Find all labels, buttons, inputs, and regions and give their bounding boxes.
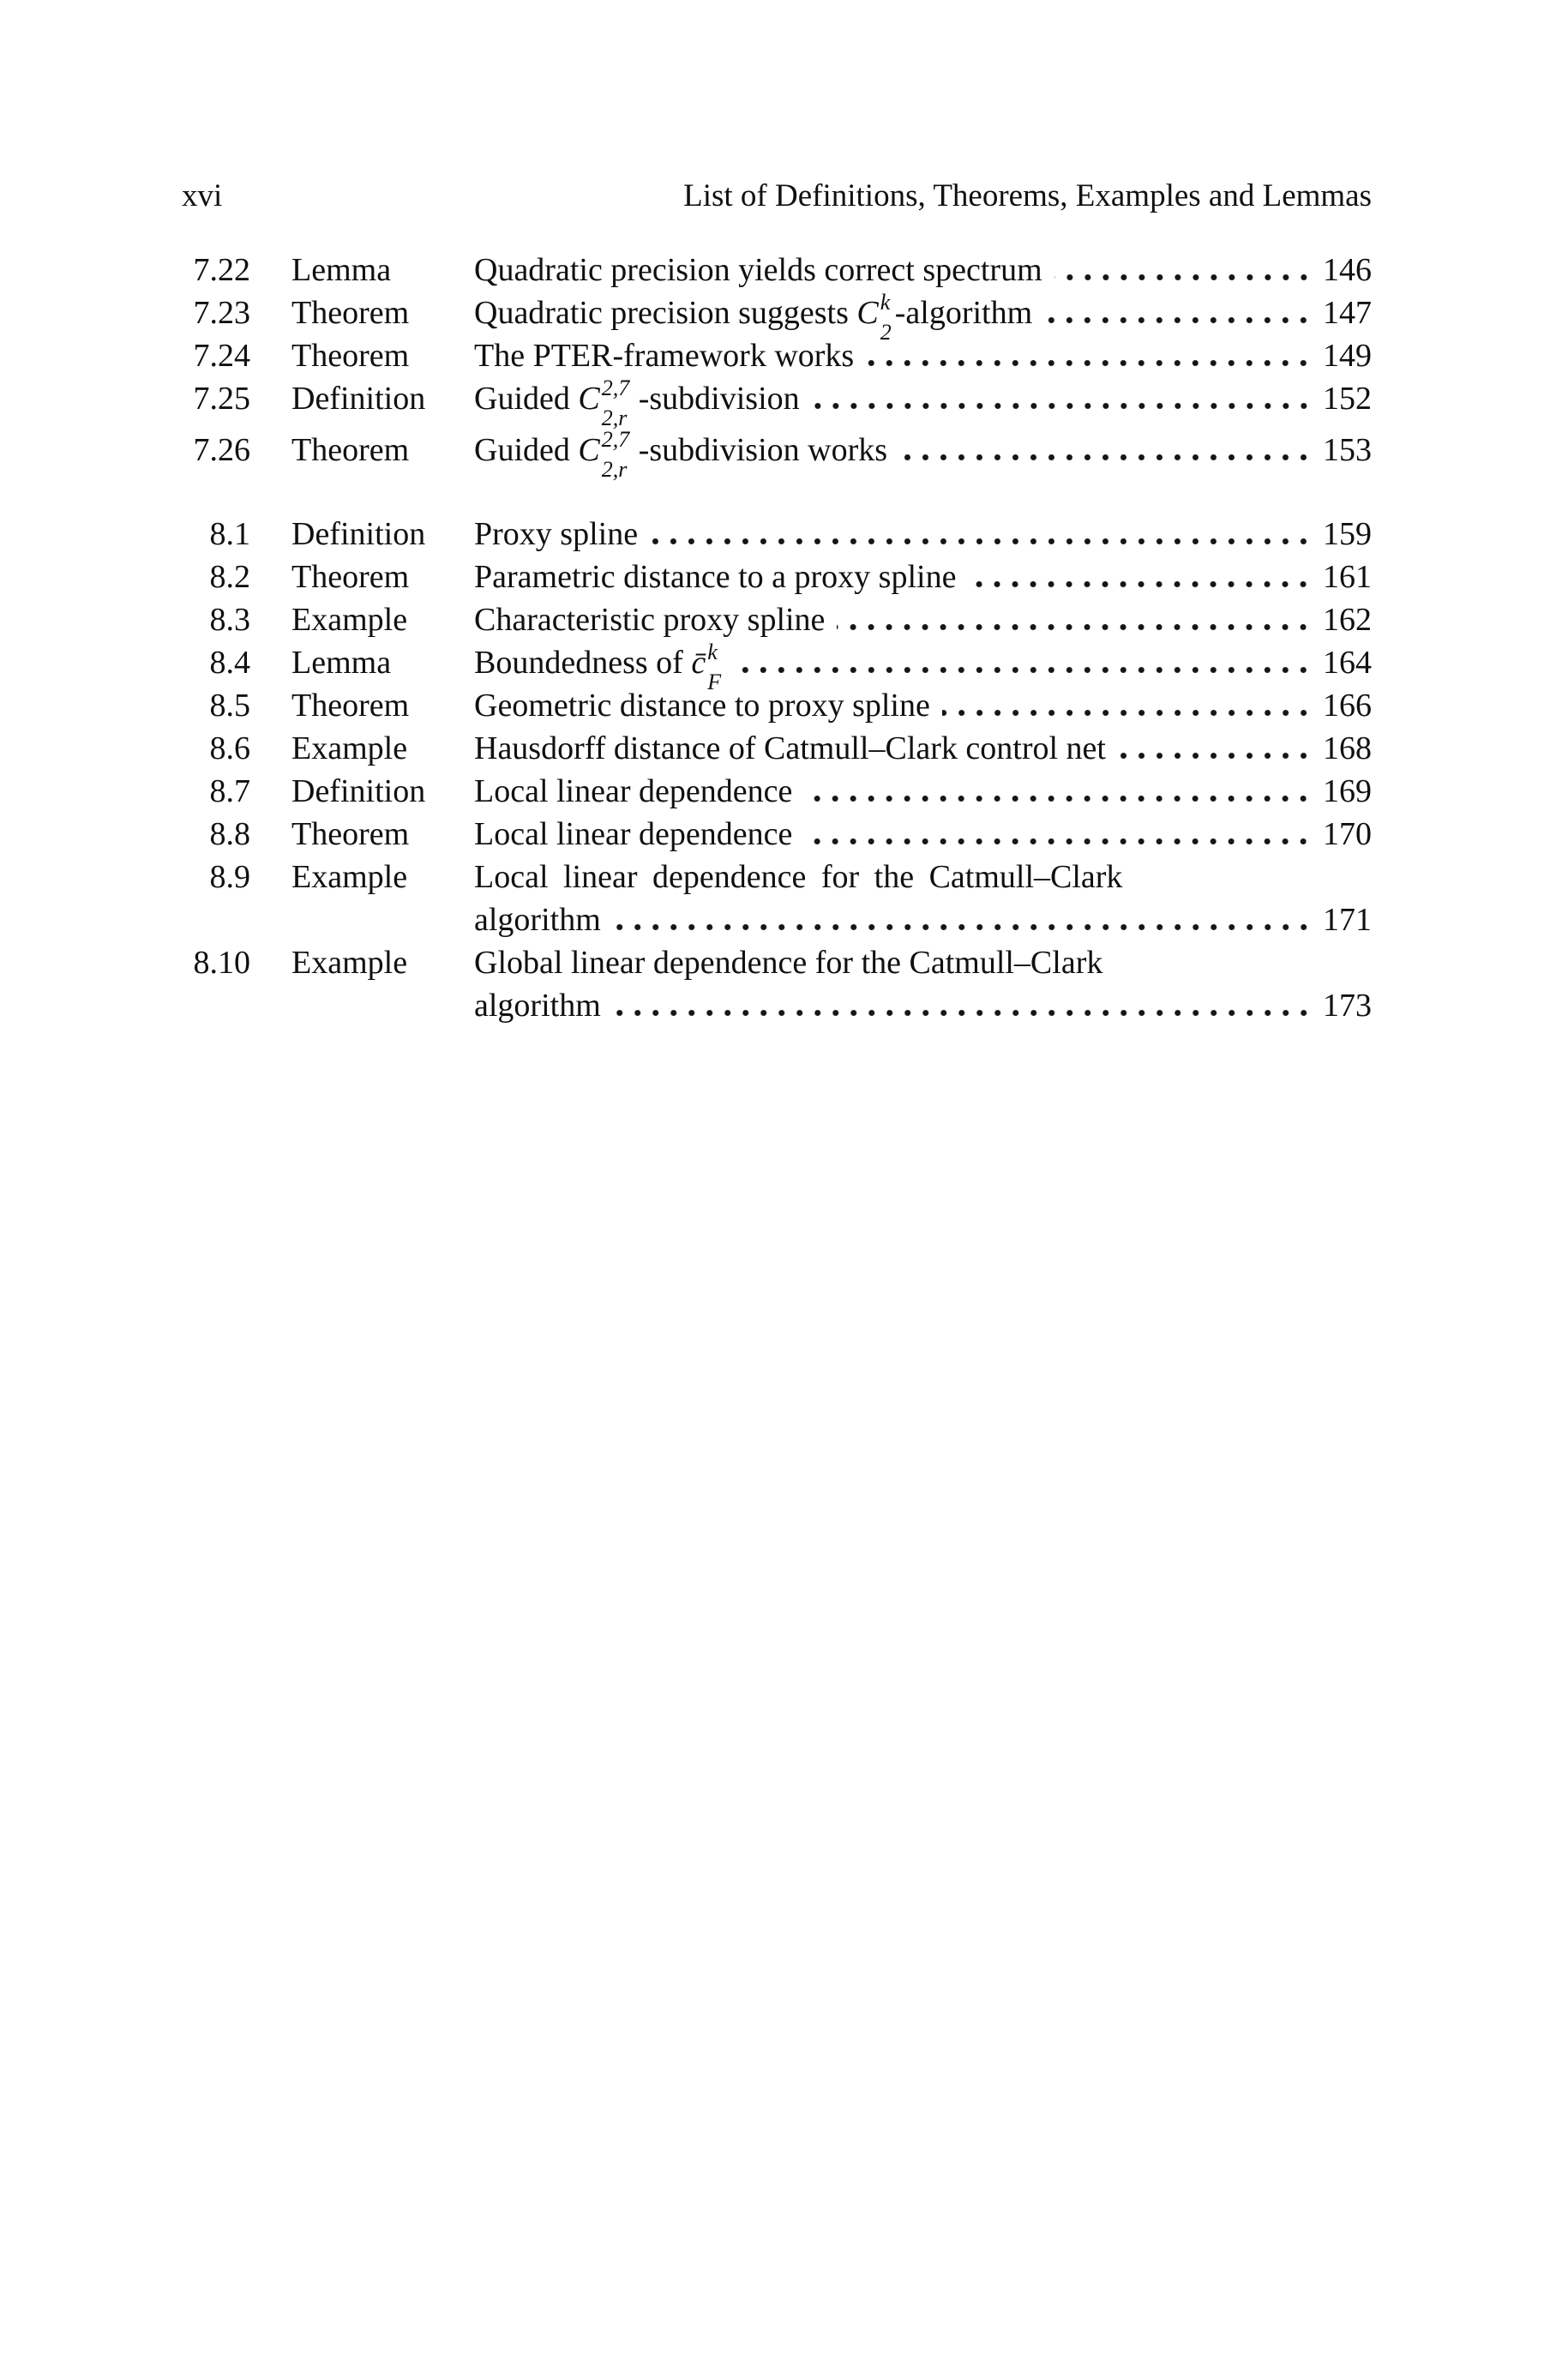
entry-title-line bbox=[474, 856, 1372, 898]
dot-leader bbox=[613, 1010, 1313, 1016]
entry-title-line bbox=[474, 375, 1372, 430]
entry-title-line bbox=[474, 898, 1372, 941]
entry-title-text: Guided C 2,7 2,r -subdivision works bbox=[474, 427, 888, 482]
entry-kind: Example bbox=[291, 859, 408, 895]
entry-title-block bbox=[474, 856, 1372, 941]
entry-title-block bbox=[474, 427, 1372, 482]
math-subscript: F bbox=[707, 670, 722, 694]
dot-leader bbox=[942, 710, 1313, 716]
entry-kind: Theorem bbox=[291, 816, 410, 852]
entry-title-text: Guided C 2,7 2,r -subdivision bbox=[474, 375, 800, 430]
entry-number: 7.22 bbox=[193, 252, 250, 288]
entry-title-text: algorithm bbox=[474, 988, 601, 1024]
entry-number: 7.23 bbox=[193, 295, 250, 331]
math-expression bbox=[691, 640, 722, 694]
entry-number: 8.4 bbox=[209, 645, 250, 681]
theorem-list bbox=[182, 249, 1372, 1027]
entry-title-block bbox=[474, 249, 1372, 291]
math-scripts bbox=[600, 375, 639, 430]
math-expression bbox=[578, 375, 638, 430]
list-entry bbox=[182, 813, 1372, 856]
entry-title-text: Local linear dependence bbox=[474, 816, 793, 852]
entry-kind: Theorem bbox=[291, 295, 410, 331]
entry-page-number: 171 bbox=[1323, 902, 1372, 938]
dot-leader bbox=[968, 581, 1313, 587]
list-entry bbox=[182, 513, 1372, 556]
list-entry bbox=[182, 856, 1372, 941]
entry-title-line bbox=[474, 427, 1372, 482]
entry-title-line bbox=[474, 249, 1372, 291]
list-entry bbox=[182, 556, 1372, 598]
math-superscript: k bbox=[707, 640, 718, 664]
entry-title-block bbox=[474, 727, 1372, 770]
running-header-title: List of Definitions, Theorems, Examples and Lemmas bbox=[683, 178, 1372, 213]
entry-number: 7.24 bbox=[193, 338, 250, 374]
list-section bbox=[182, 249, 1372, 482]
entry-number: 8.6 bbox=[209, 730, 250, 766]
entry-title-block bbox=[474, 941, 1372, 1027]
math-scripts bbox=[706, 640, 722, 694]
entry-title-line bbox=[474, 598, 1372, 641]
dot-leader bbox=[1044, 317, 1313, 323]
dot-leader bbox=[734, 667, 1313, 673]
math-base: C bbox=[578, 381, 600, 417]
entry-title-block bbox=[474, 513, 1372, 556]
math-superscript: k bbox=[880, 290, 891, 315]
entry-page-number: 173 bbox=[1323, 988, 1372, 1024]
list-entry bbox=[182, 290, 1372, 345]
entry-title-text: Local linear dependence for the Catmull–Clark bbox=[474, 859, 1123, 895]
math-subscript: 2,r bbox=[601, 406, 628, 430]
entry-title-block bbox=[474, 556, 1372, 598]
entry-number: 8.7 bbox=[209, 773, 250, 809]
entry-title-text: Boundedness of c̄ k F bbox=[474, 640, 722, 694]
entry-title-line bbox=[474, 640, 1372, 694]
entry-title-text: Local linear dependence bbox=[474, 773, 793, 809]
entry-title-block bbox=[474, 684, 1372, 727]
entry-kind: Example bbox=[291, 945, 408, 981]
dot-leader bbox=[804, 796, 1313, 802]
entry-number: 7.25 bbox=[193, 381, 250, 417]
dot-leader bbox=[899, 454, 1313, 460]
entry-number: 8.10 bbox=[193, 945, 250, 981]
entry-kind: Definition bbox=[291, 773, 426, 809]
entry-title-line bbox=[474, 813, 1372, 856]
entry-page-number: 164 bbox=[1323, 645, 1372, 681]
entry-title-text: Quadratic precision suggests C k 2 -algorithm bbox=[474, 290, 1033, 345]
entry-title-text: Proxy spline bbox=[474, 516, 639, 552]
entry-title-text: Global linear dependence for the Catmull–Clark bbox=[474, 945, 1103, 981]
entry-title-block bbox=[474, 770, 1372, 813]
entry-title-text: Quadratic precision yields correct spectrum bbox=[474, 252, 1042, 288]
running-header bbox=[182, 177, 1372, 215]
entry-kind: Definition bbox=[291, 381, 426, 417]
entry-title-block bbox=[474, 640, 1372, 694]
entry-page-number: 159 bbox=[1323, 516, 1372, 552]
math-scripts bbox=[879, 290, 895, 345]
entry-title-text: algorithm bbox=[474, 902, 601, 938]
entry-title-block bbox=[474, 290, 1372, 345]
entry-title-line bbox=[474, 556, 1372, 598]
entry-page-number: 169 bbox=[1323, 773, 1372, 809]
list-entry bbox=[182, 727, 1372, 770]
entry-title-text: Hausdorff distance of Catmull–Clark control net bbox=[474, 730, 1106, 766]
list-entry bbox=[182, 375, 1372, 430]
entry-page-number: 170 bbox=[1323, 816, 1372, 852]
entry-number: 8.3 bbox=[209, 602, 250, 638]
list-entry bbox=[182, 598, 1372, 641]
math-superscript: 2,7 bbox=[601, 375, 630, 400]
folio-page-number: xvi bbox=[182, 178, 223, 213]
entry-kind: Theorem bbox=[291, 559, 410, 595]
entry-page-number: 146 bbox=[1323, 252, 1372, 288]
entry-page-number: 149 bbox=[1323, 338, 1372, 374]
entry-title-line bbox=[474, 941, 1372, 984]
entry-title-line bbox=[474, 334, 1372, 377]
entry-page-number: 153 bbox=[1323, 432, 1372, 468]
list-entry bbox=[182, 684, 1372, 727]
math-base: c̄ bbox=[691, 645, 706, 681]
entry-number: 8.8 bbox=[209, 816, 250, 852]
dot-leader bbox=[650, 538, 1313, 544]
entry-title-line bbox=[474, 290, 1372, 345]
list-entry bbox=[182, 941, 1372, 1027]
math-subscript: 2,r bbox=[601, 457, 628, 482]
entry-page-number: 162 bbox=[1323, 602, 1372, 638]
list-entry bbox=[182, 640, 1372, 694]
entry-title-line bbox=[474, 513, 1372, 556]
math-superscript: 2,7 bbox=[601, 427, 630, 452]
dot-leader bbox=[1118, 753, 1313, 759]
dot-leader bbox=[613, 924, 1313, 930]
math-expression bbox=[578, 427, 638, 482]
entry-page-number: 152 bbox=[1323, 381, 1372, 417]
entry-title-line bbox=[474, 684, 1372, 727]
entry-kind: Theorem bbox=[291, 432, 410, 468]
entry-page-number: 147 bbox=[1323, 295, 1372, 331]
dot-leader bbox=[837, 624, 1313, 630]
entry-page-number: 168 bbox=[1323, 730, 1372, 766]
entry-number: 8.1 bbox=[209, 516, 250, 552]
entry-kind: Lemma bbox=[291, 645, 392, 681]
list-entry bbox=[182, 770, 1372, 813]
math-subscript: 2 bbox=[880, 320, 892, 345]
entry-kind: Example bbox=[291, 730, 408, 766]
entry-title-block bbox=[474, 334, 1372, 377]
entry-title-text: The PTER-framework works bbox=[474, 338, 855, 374]
math-base: C bbox=[856, 295, 879, 331]
entry-kind: Definition bbox=[291, 516, 426, 552]
math-base: C bbox=[578, 432, 600, 468]
entry-title-line bbox=[474, 770, 1372, 813]
entry-kind: Theorem bbox=[291, 688, 410, 724]
entry-number: 8.2 bbox=[209, 559, 250, 595]
list-entry bbox=[182, 249, 1372, 291]
list-entry bbox=[182, 427, 1372, 482]
dot-leader bbox=[866, 360, 1313, 366]
entry-number: 8.9 bbox=[209, 859, 250, 895]
dot-leader bbox=[812, 403, 1313, 409]
dot-leader bbox=[1054, 274, 1313, 280]
entry-kind: Example bbox=[291, 602, 408, 638]
entry-kind: Lemma bbox=[291, 252, 392, 288]
entry-page-number: 161 bbox=[1323, 559, 1372, 595]
entry-title-text: Geometric distance to proxy spline bbox=[474, 688, 930, 724]
list-section bbox=[182, 513, 1372, 1027]
entry-page-number: 166 bbox=[1323, 688, 1372, 724]
entry-title-line bbox=[474, 727, 1372, 770]
entry-title-text: Characteristic proxy spline bbox=[474, 602, 826, 638]
entry-number: 8.5 bbox=[209, 688, 250, 724]
math-expression bbox=[856, 290, 894, 345]
dot-leader bbox=[804, 838, 1313, 844]
entry-title-block bbox=[474, 813, 1372, 856]
entry-title-text: Parametric distance to a proxy spline bbox=[474, 559, 957, 595]
entry-title-line bbox=[474, 984, 1372, 1027]
list-entry bbox=[182, 334, 1372, 377]
entry-kind: Theorem bbox=[291, 338, 410, 374]
entry-number: 7.26 bbox=[193, 432, 250, 468]
entry-title-block bbox=[474, 598, 1372, 641]
entry-title-block bbox=[474, 375, 1372, 430]
